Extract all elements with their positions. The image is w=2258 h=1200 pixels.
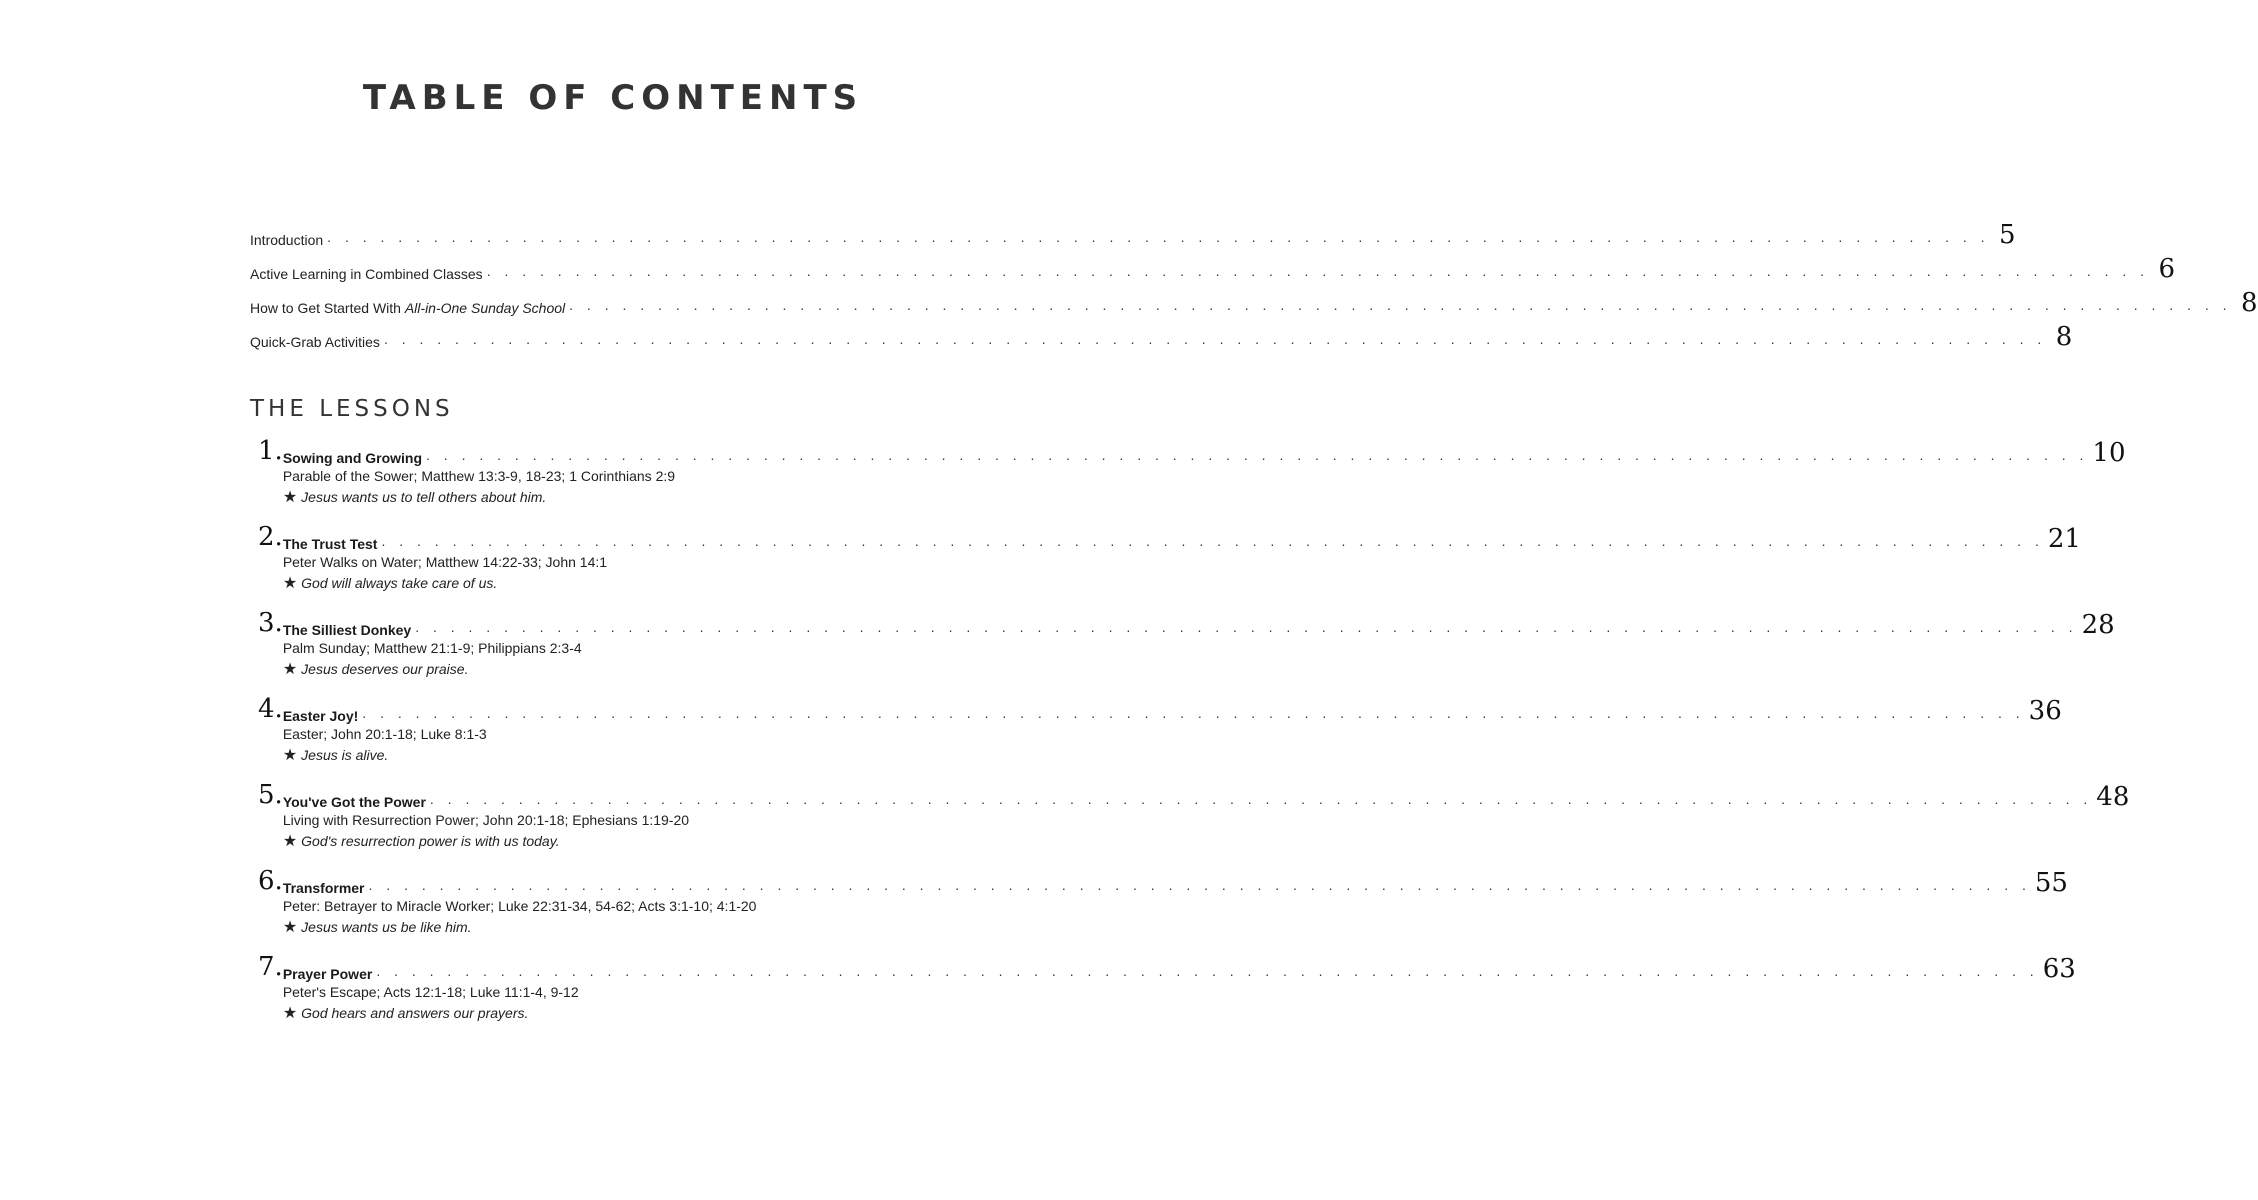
lesson-scripture: Palm Sunday; Matthew 21:1-9; Philippians 2:3-4 (282, 640, 582, 656)
star-icon: ★ (282, 747, 298, 764)
lesson-scripture: Peter's Escape; Acts 12:1-18; Luke 11:1-4, 9-12 (282, 984, 579, 1000)
lesson-key-point: ★ Jesus wants us to tell others about him. (282, 489, 547, 506)
front-matter-list (250, 214, 2258, 352)
lesson-key-point: ★ Jesus wants us be like him. (282, 919, 472, 936)
dot-leader (362, 705, 2024, 721)
lesson-number: 5. (258, 780, 283, 810)
toc-entry-label: Active Learning in Combined Classes (250, 266, 483, 282)
lesson-page-number: 21 (2047, 524, 2081, 554)
lesson-entry[interactable] (258, 436, 2126, 522)
lesson-key-point: ★ God will always take care of us. (282, 575, 498, 592)
lesson-entry[interactable] (258, 694, 2062, 780)
lesson-scripture: Parable of the Sower; Matthew 13:3-9, 18-23; 1 Corinthians 2:9 (282, 468, 676, 484)
lesson-header (283, 952, 2076, 982)
lesson-page-number: 28 (2081, 610, 2115, 640)
lesson-scripture: Peter: Betrayer to Miracle Worker; Luke 22:31-34, 54-62; Acts 3:1-10; 4:1-20 (282, 898, 757, 914)
toc-page-number: 6 (2158, 254, 2176, 284)
toc-entry[interactable] (250, 248, 2176, 284)
lesson-title: Sowing and Growing (282, 450, 423, 466)
toc-entry[interactable] (250, 282, 2258, 318)
dot-leader (426, 447, 2088, 463)
lesson-title: The Silliest Donkey (282, 622, 412, 638)
lesson-page-number: 63 (2042, 954, 2076, 984)
lesson-title: Prayer Power (282, 966, 373, 982)
lesson-body (283, 952, 2076, 1038)
toc-entry-label: Introduction (250, 232, 324, 248)
lesson-entry[interactable] (258, 522, 2081, 608)
lessons-list (258, 436, 2130, 1038)
toc-entry[interactable] (250, 214, 2016, 250)
toc-entry-label: Quick-Grab Activities (250, 334, 380, 350)
dot-leader (381, 533, 2043, 549)
lesson-title: You've Got the Power (282, 794, 426, 810)
dot-leader (384, 331, 2046, 347)
section-heading: THE LESSONS (250, 396, 454, 422)
lesson-page-number: 48 (2096, 782, 2130, 812)
lesson-page-number: 10 (2092, 438, 2126, 468)
star-icon: ★ (282, 833, 298, 850)
lesson-header (283, 780, 2130, 810)
toc-page-number: 5 (1999, 220, 2016, 250)
star-icon: ★ (282, 489, 298, 506)
toc-entry-label: How to Get Started With All-in-One Sunday School (250, 300, 566, 316)
lesson-number: 6. (258, 866, 283, 896)
lesson-header (283, 866, 2068, 896)
lesson-scripture: Peter Walks on Water; Matthew 14:22-33; John 14:1 (282, 554, 608, 570)
lesson-header (283, 522, 2081, 552)
star-icon: ★ (282, 661, 298, 678)
lesson-number: 2. (258, 522, 283, 552)
lesson-body (283, 694, 2062, 780)
lesson-number: 3. (258, 608, 283, 638)
dot-leader (430, 791, 2092, 807)
dot-leader (327, 229, 1989, 245)
lesson-entry[interactable] (258, 780, 2130, 866)
dot-leader (487, 263, 2149, 279)
toc-page-number: 8 (2240, 288, 2258, 318)
lesson-body (283, 436, 2126, 522)
lesson-scripture: Living with Resurrection Power; John 20:1-18; Ephesians 1:19-20 (282, 812, 690, 828)
lesson-body (283, 780, 2130, 866)
lesson-body (283, 522, 2081, 608)
lesson-key-point: ★ God hears and answers our prayers. (282, 1005, 529, 1022)
lesson-header (283, 436, 2126, 466)
dot-leader (415, 619, 2077, 635)
lesson-key-point: ★ God's resurrection power is with us today. (282, 833, 560, 850)
lesson-body (283, 866, 2068, 952)
lesson-key-point: ★ Jesus deserves our praise. (282, 661, 469, 678)
dot-leader (376, 963, 2038, 979)
lesson-number: 7. (258, 952, 283, 982)
lesson-key-point: ★ Jesus is alive. (282, 747, 389, 764)
lesson-title: Easter Joy! (282, 708, 359, 724)
lesson-number: 4. (258, 694, 283, 724)
star-icon: ★ (282, 1005, 298, 1022)
lesson-scripture: Easter; John 20:1-18; Luke 8:1-3 (282, 726, 487, 742)
lesson-entry[interactable] (258, 866, 2068, 952)
lesson-page-number: 36 (2028, 696, 2062, 726)
lesson-header (283, 608, 2115, 638)
lesson-body (283, 608, 2115, 694)
lesson-number: 1. (258, 436, 283, 466)
lesson-title: Transformer (282, 880, 365, 896)
lesson-title: The Trust Test (282, 536, 378, 552)
page-title: TABLE OF CONTENTS (362, 78, 864, 118)
dot-leader (369, 877, 2031, 893)
lesson-entry[interactable] (258, 952, 2076, 1038)
star-icon: ★ (282, 575, 298, 592)
lesson-page-number: 55 (2034, 868, 2068, 898)
toc-entry[interactable] (250, 316, 2073, 352)
star-icon: ★ (282, 919, 298, 936)
toc-page-number: 8 (2055, 322, 2073, 352)
lesson-entry[interactable] (258, 608, 2115, 694)
lesson-header (283, 694, 2062, 724)
dot-leader (569, 297, 2231, 313)
